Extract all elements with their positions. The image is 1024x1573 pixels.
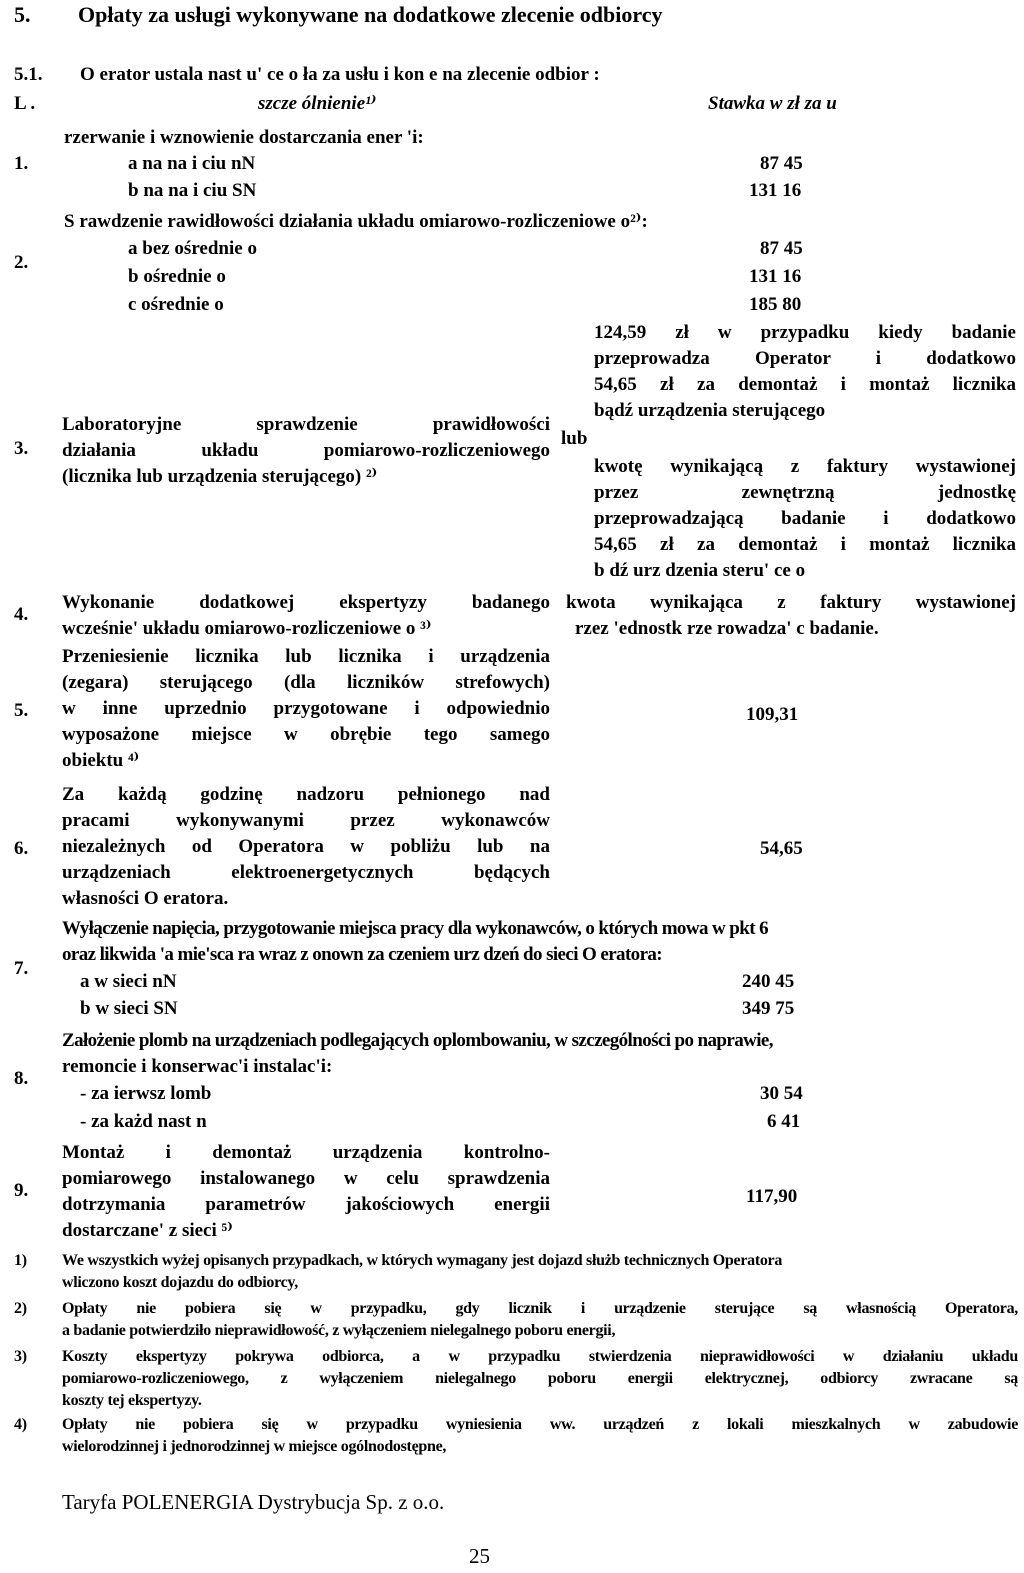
- row2-option-a: a bez ośrednie o: [128, 238, 257, 259]
- footnote-text: We wszystkich wyżej opisanych przypadkach, w których wymagany jest dojazd służb technicznych Operatora: [62, 1252, 783, 1269]
- row2-title: S rawdzenie rawidłowości działania układu omiarowo-rozliczeniowe o²⁾:: [64, 211, 648, 232]
- row9-description-line: Montaż i demontaż urządzenia kontrolno-: [62, 1142, 550, 1163]
- row3-or-label: lub: [561, 428, 588, 449]
- row8-option-b-value: 6 41: [767, 1111, 801, 1132]
- section-title: Opłaty za usługi wykonywane na dodatkowe zlecenie odbiorcy: [78, 2, 663, 27]
- row5-description-line: wyposażone miejsce w obrębie tego samego: [62, 724, 550, 745]
- row5-number: 5.: [14, 700, 29, 721]
- row7-title-line: oraz likwida 'a mie'sca ra wraz z onown za czeniem urz dzeń do sieci O eratora:: [62, 944, 663, 965]
- row8-title-line: remoncie i konserwac'i instalac'i:: [62, 1056, 333, 1077]
- footnote-marker: 1): [14, 1252, 27, 1269]
- row2-number: 2.: [14, 252, 29, 273]
- row3-rate-line: 54,65 zł za demontaż i montaż licznika: [594, 374, 1016, 395]
- footer-company: Taryfa POLENERGIA Dystrybucja Sp. z o.o.: [62, 1490, 445, 1514]
- footnote-text: Koszty ekspertyzy pokrywa odbiorca, a w przypadku stwierdzenia nieprawidłowości w działaniu układu: [62, 1348, 1018, 1365]
- footnote-text: a badanie potwierdziło nieprawidłowość, z wyłączeniem nielegalnego poboru energii,: [62, 1322, 616, 1339]
- page-number: 25: [469, 1544, 490, 1568]
- subsection-number: 5.1.: [14, 64, 43, 85]
- row4-description-line: wcześnie' układu omiarowo-rozliczeniowe o ³⁾: [62, 618, 432, 639]
- row6-value: 54,65: [760, 838, 803, 859]
- rate-header: Stawka w zł za u: [708, 93, 837, 114]
- row9-description-line: pomiarowego instalowanego w celu sprawdzenia: [62, 1168, 550, 1189]
- row5-description-line: w inne uprzednio przygotowane i odpowiednio: [62, 698, 550, 719]
- row4-rate-line: kwota wynikająca z faktury wystawionej: [566, 592, 1016, 613]
- row8-option-a: - za ierwsz lomb: [80, 1083, 212, 1104]
- row3-rate-line: kwotę wynikającą z faktury wystawionej: [594, 456, 1016, 477]
- row9-number: 9.: [14, 1180, 29, 1201]
- row3-description-line: działania układu pomiarowo-rozliczeniowego: [62, 440, 550, 461]
- row8-option-a-value: 30 54: [760, 1083, 803, 1104]
- row7-option-a: a w sieci nN: [80, 971, 177, 992]
- row3-rate-line: przez zewnętrzną jednostkę: [594, 482, 1016, 503]
- footnote-text: Opłaty nie pobiera się w przypadku wyniesienia ww. urządzeń z lokali mieszkalnych w zabudowie: [62, 1416, 1018, 1433]
- row7-option-b-value: 349 75: [742, 998, 795, 1019]
- section-number: 5.: [14, 2, 31, 27]
- row6-description-line: pracami wykonywanymi przez wykonawców: [62, 810, 550, 831]
- row7-option-b: b w sieci SN: [80, 998, 178, 1019]
- row3-rate-line: 124,59 zł w przypadku kiedy badanie: [594, 322, 1016, 343]
- row3-rate-line: bądź urządzenia sterującego: [594, 400, 826, 421]
- row5-description-line: (zegara) sterującego (dla liczników strefowych): [62, 672, 550, 693]
- row1-title: rzerwanie i wznowienie dostarczania ener 'i:: [64, 127, 424, 148]
- footnote-marker: 2): [14, 1300, 27, 1317]
- row3-rate-line: b dź urz dzenia steru' ce o: [594, 560, 806, 581]
- row6-description-line: Za każdą godzinę nadzoru pełnionego nad: [62, 784, 550, 805]
- lp-header: L .: [14, 93, 36, 114]
- row3-description-line: (licznika lub urządzenia sterującego) ²⁾: [62, 466, 378, 487]
- row7-number: 7.: [14, 958, 29, 979]
- row8-option-b: - za każd nast n: [80, 1111, 207, 1132]
- row4-rate-line: rzez 'ednostk rze rowadza' c badanie.: [575, 618, 879, 639]
- row3-number: 3.: [14, 438, 29, 459]
- row2-option-b-value: 131 16: [749, 266, 802, 287]
- subsection-text: O erator ustala nast u' ce o ła za usłu i kon e na zlecenie odbior :: [80, 64, 600, 85]
- footnote-marker: 3): [14, 1348, 27, 1365]
- row5-description-line: obiektu ⁴⁾: [62, 750, 140, 771]
- footnote-text: wliczono koszt dojazdu do odbiorcy,: [62, 1274, 298, 1291]
- row3-rate-line: przeprowadza Operator i dodatkowo: [594, 348, 1016, 369]
- row2-option-c: c ośrednie o: [128, 294, 224, 315]
- row1-option-a: a na na i ciu nN: [128, 153, 256, 174]
- row9-description-line: dostarczane' z sieci ⁵⁾: [62, 1220, 233, 1241]
- row8-number: 8.: [14, 1068, 29, 1089]
- row9-description-line: dotrzymania parametrów jakościowych energii: [62, 1194, 550, 1215]
- footnote-text: pomiarowo-rozliczeniowego, z wyłączeniem nielegalnego poboru energii elektrycznej, odbiorcy zwracane są: [62, 1370, 1018, 1387]
- row6-number: 6.: [14, 838, 29, 859]
- row1-option-b: b na na i ciu SN: [128, 180, 257, 201]
- footnote-text: wielorodzinnej i jednorodzinnej w miejsce ogólnodostępne,: [62, 1438, 447, 1455]
- row9-value: 117,90: [746, 1186, 798, 1207]
- row5-value: 109,31: [746, 704, 799, 725]
- row1-number: 1.: [14, 153, 29, 174]
- footnote-marker: 4): [14, 1416, 27, 1433]
- row7-title-line: Wyłączenie napięcia, przygotowanie miejsca pracy dla wykonawców, o których mowa w pkt 6: [62, 918, 768, 939]
- row2-option-a-value: 87 45: [760, 238, 803, 259]
- row3-rate-line: 54,65 zł za demontaż i montaż licznika: [594, 534, 1016, 555]
- description-header: szcze ólnienie¹⁾: [258, 93, 377, 114]
- row1-option-a-value: 87 45: [760, 153, 803, 174]
- row3-rate-line: przeprowadzającą badanie i dodatkowo: [594, 508, 1016, 529]
- row6-description-line: urządzeniach elektroenergetycznych będących: [62, 862, 550, 883]
- row3-description-line: Laboratoryjne sprawdzenie prawidłowości: [62, 414, 550, 435]
- row4-number: 4.: [14, 604, 29, 625]
- row6-description-line: niezależnych od Operatora w pobliżu lub na: [62, 836, 550, 857]
- footnote-text: Opłaty nie pobiera się w przypadku, gdy licznik i urządzenie sterujące są własnością Operatora,: [62, 1300, 1018, 1317]
- footnote-text: koszty tej ekspertyzy.: [62, 1392, 202, 1409]
- row1-option-b-value: 131 16: [749, 180, 802, 201]
- row8-title-line: Założenie plomb na urządzeniach podlegających oplombowaniu, w szczególności po naprawie,: [62, 1030, 773, 1051]
- row6-description-line: własności O eratora.: [62, 888, 229, 909]
- row2-option-c-value: 185 80: [749, 294, 802, 315]
- row4-description-line: Wykonanie dodatkowej ekspertyzy badanego: [62, 592, 550, 613]
- row2-option-b: b ośrednie o: [128, 266, 226, 287]
- row5-description-line: Przeniesienie licznika lub licznika i urządzenia: [62, 646, 550, 667]
- row7-option-a-value: 240 45: [742, 971, 795, 992]
